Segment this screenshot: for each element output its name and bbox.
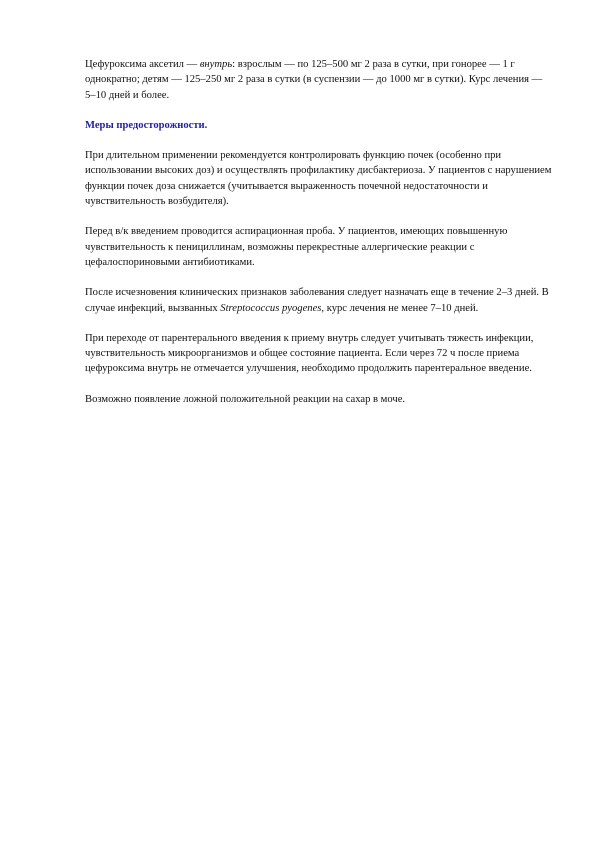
aspiration-test-paragraph: Перед в/к введением проводится аспирационная проба. У пациентов, имеющих повышенную чувствительность к пенициллинам, возможны перекрестные аллергические реакции с цефалоспориновыми антибиотиками.	[85, 226, 508, 268]
dosage-text-end: : взрослым — по 125–500 мг 2 раза в сутки, при гонорее — 1 г однократно; детям — 125–250 мг 2 раза в сутки (в суспензии — до 1000 мг в сутки). Курс лечения — 5–10 дней и более.	[85, 59, 543, 101]
precautions-heading: Меры предосторожности.	[85, 119, 208, 131]
pathogen-name-italic: Streptococcus pyogenes	[220, 302, 322, 314]
dosage-text-start: Цефуроксима аксетил —	[85, 59, 200, 70]
long-term-use-paragraph: При длительном применении рекомендуется контролировать функцию почек (особенно при использовании высоких доз) и осуществлять профилактику дисбактериоза. У пациентов с нарушением функции почек доза снижается (учитывается выраженность почечной недостаточности и чувствительность возбудителя).	[85, 150, 552, 208]
duration-text-end: , курс лечения не менее 7–10 дней.	[321, 302, 479, 314]
route-switch-paragraph: При переходе от парентерального введения к приему внутрь следует учитывать тяжесть инфекции, чувствительность микроорганизмов и общее состояние пациента. Если через 72 ч после приема цефуроксима внутрь не отмечается улучшения, необходимо продолжить парентеральное введение.	[85, 332, 534, 375]
dosage-route-italic: внутрь	[199, 59, 233, 70]
dosage-paragraph	[85, 57, 555, 103]
duration-text-start: После исчезновения клинических признаков заболевания следует назначать еще в течение 2–3 дней. В случае инфекций, вызванных	[85, 287, 549, 314]
document-body	[85, 57, 555, 422]
urine-sugar-paragraph: Возможно появление ложной положительной реакции на сахар в моче.	[85, 393, 406, 405]
treatment-duration-paragraph	[85, 285, 555, 316]
